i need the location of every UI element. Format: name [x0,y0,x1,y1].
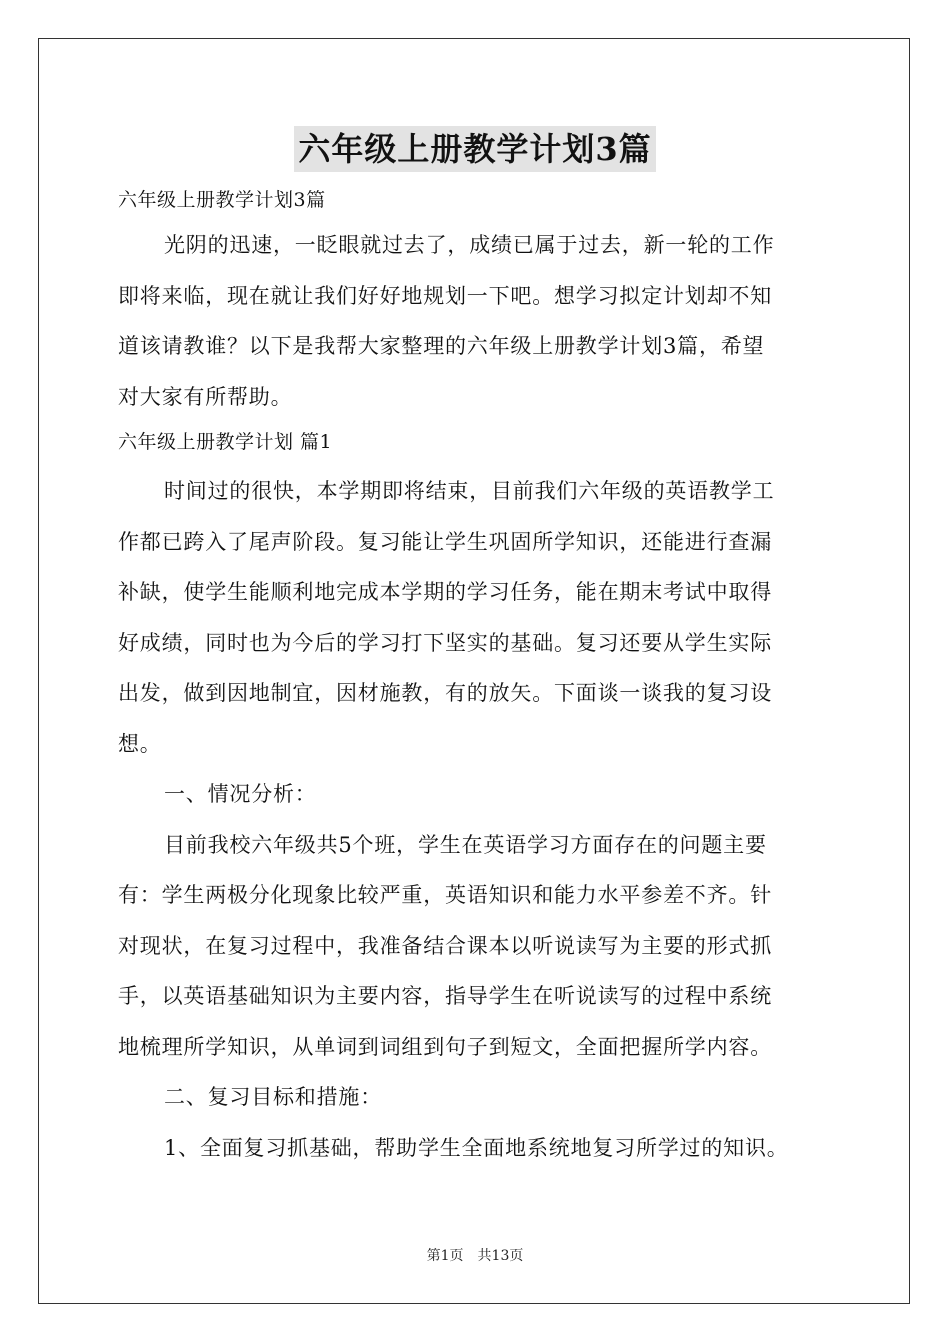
document-body [118,180,834,1173]
para2-line-3: 对现状，在复习过程中，我准备结合课本以听说读写为主要的形式抓 [118,933,772,958]
intro-line-4: 对大家有所帮助。 [118,384,293,409]
heading-one: 一、情况分析： [164,782,317,806]
subtitle: 六年级上册教学计划3篇 [118,189,326,211]
para1-line-6: 想。 [118,731,162,756]
intro-line-1: 光阴的迅速，一眨眼就过去了，成绩已属于过去，新一轮的工作 [164,233,775,257]
para1-line-3: 补缺，使学生能顺利地完成本学期的学习任务，能在期末考试中取得 [118,580,772,604]
page-number: 第1页 [426,1248,464,1264]
item-one: 1、全面复习抓基础，帮助学生全面地系统地复习所学过的知识。 [164,1135,789,1160]
para2-line-5: 地梳理所学知识，从单词到词组到句子到短文，全面把握所学内容。 [118,1034,772,1059]
para2-line-1: 目前我校六年级共5个班，学生在英语学习方面存在的问题主要 [164,832,767,857]
page-total: 共13页 [477,1248,524,1264]
document-title: 六年级上册教学计划3篇 [294,126,655,172]
document-title-wrap [0,126,950,172]
section-heading: 六年级上册教学计划 篇1 [118,431,333,453]
para2-line-4: 手，以英语基础知识为主要内容，指导学生在听说读写的过程中系统 [118,984,772,1008]
para1-line-4: 好成绩，同时也为今后的学习打下坚实的基础。复习还要从学生实际 [118,630,772,655]
intro-line-3: 道该请教谁？以下是我帮大家整理的六年级上册教学计划3篇，希望 [118,334,765,358]
para2-line-2: 有：学生两极分化现象比较严重，英语知识和能力水平参差不齐。针 [118,883,772,907]
heading-two: 二、复习目标和措施： [164,1085,382,1109]
para1-line-5: 出发，做到因地制宜，因材施教，有的放矢。下面谈一谈我的复习设 [118,681,772,705]
intro-line-2: 即将来临，现在就让我们好好地规划一下吧。想学习拟定计划却不知 [118,283,772,308]
para1-line-2: 作都已跨入了尾声阶段。复习能让学生巩固所学知识，还能进行查漏 [118,529,772,554]
page-footer [0,1246,950,1266]
para1-line-1: 时间过的很快，本学期即将结束，目前我们六年级的英语教学工 [164,479,775,503]
